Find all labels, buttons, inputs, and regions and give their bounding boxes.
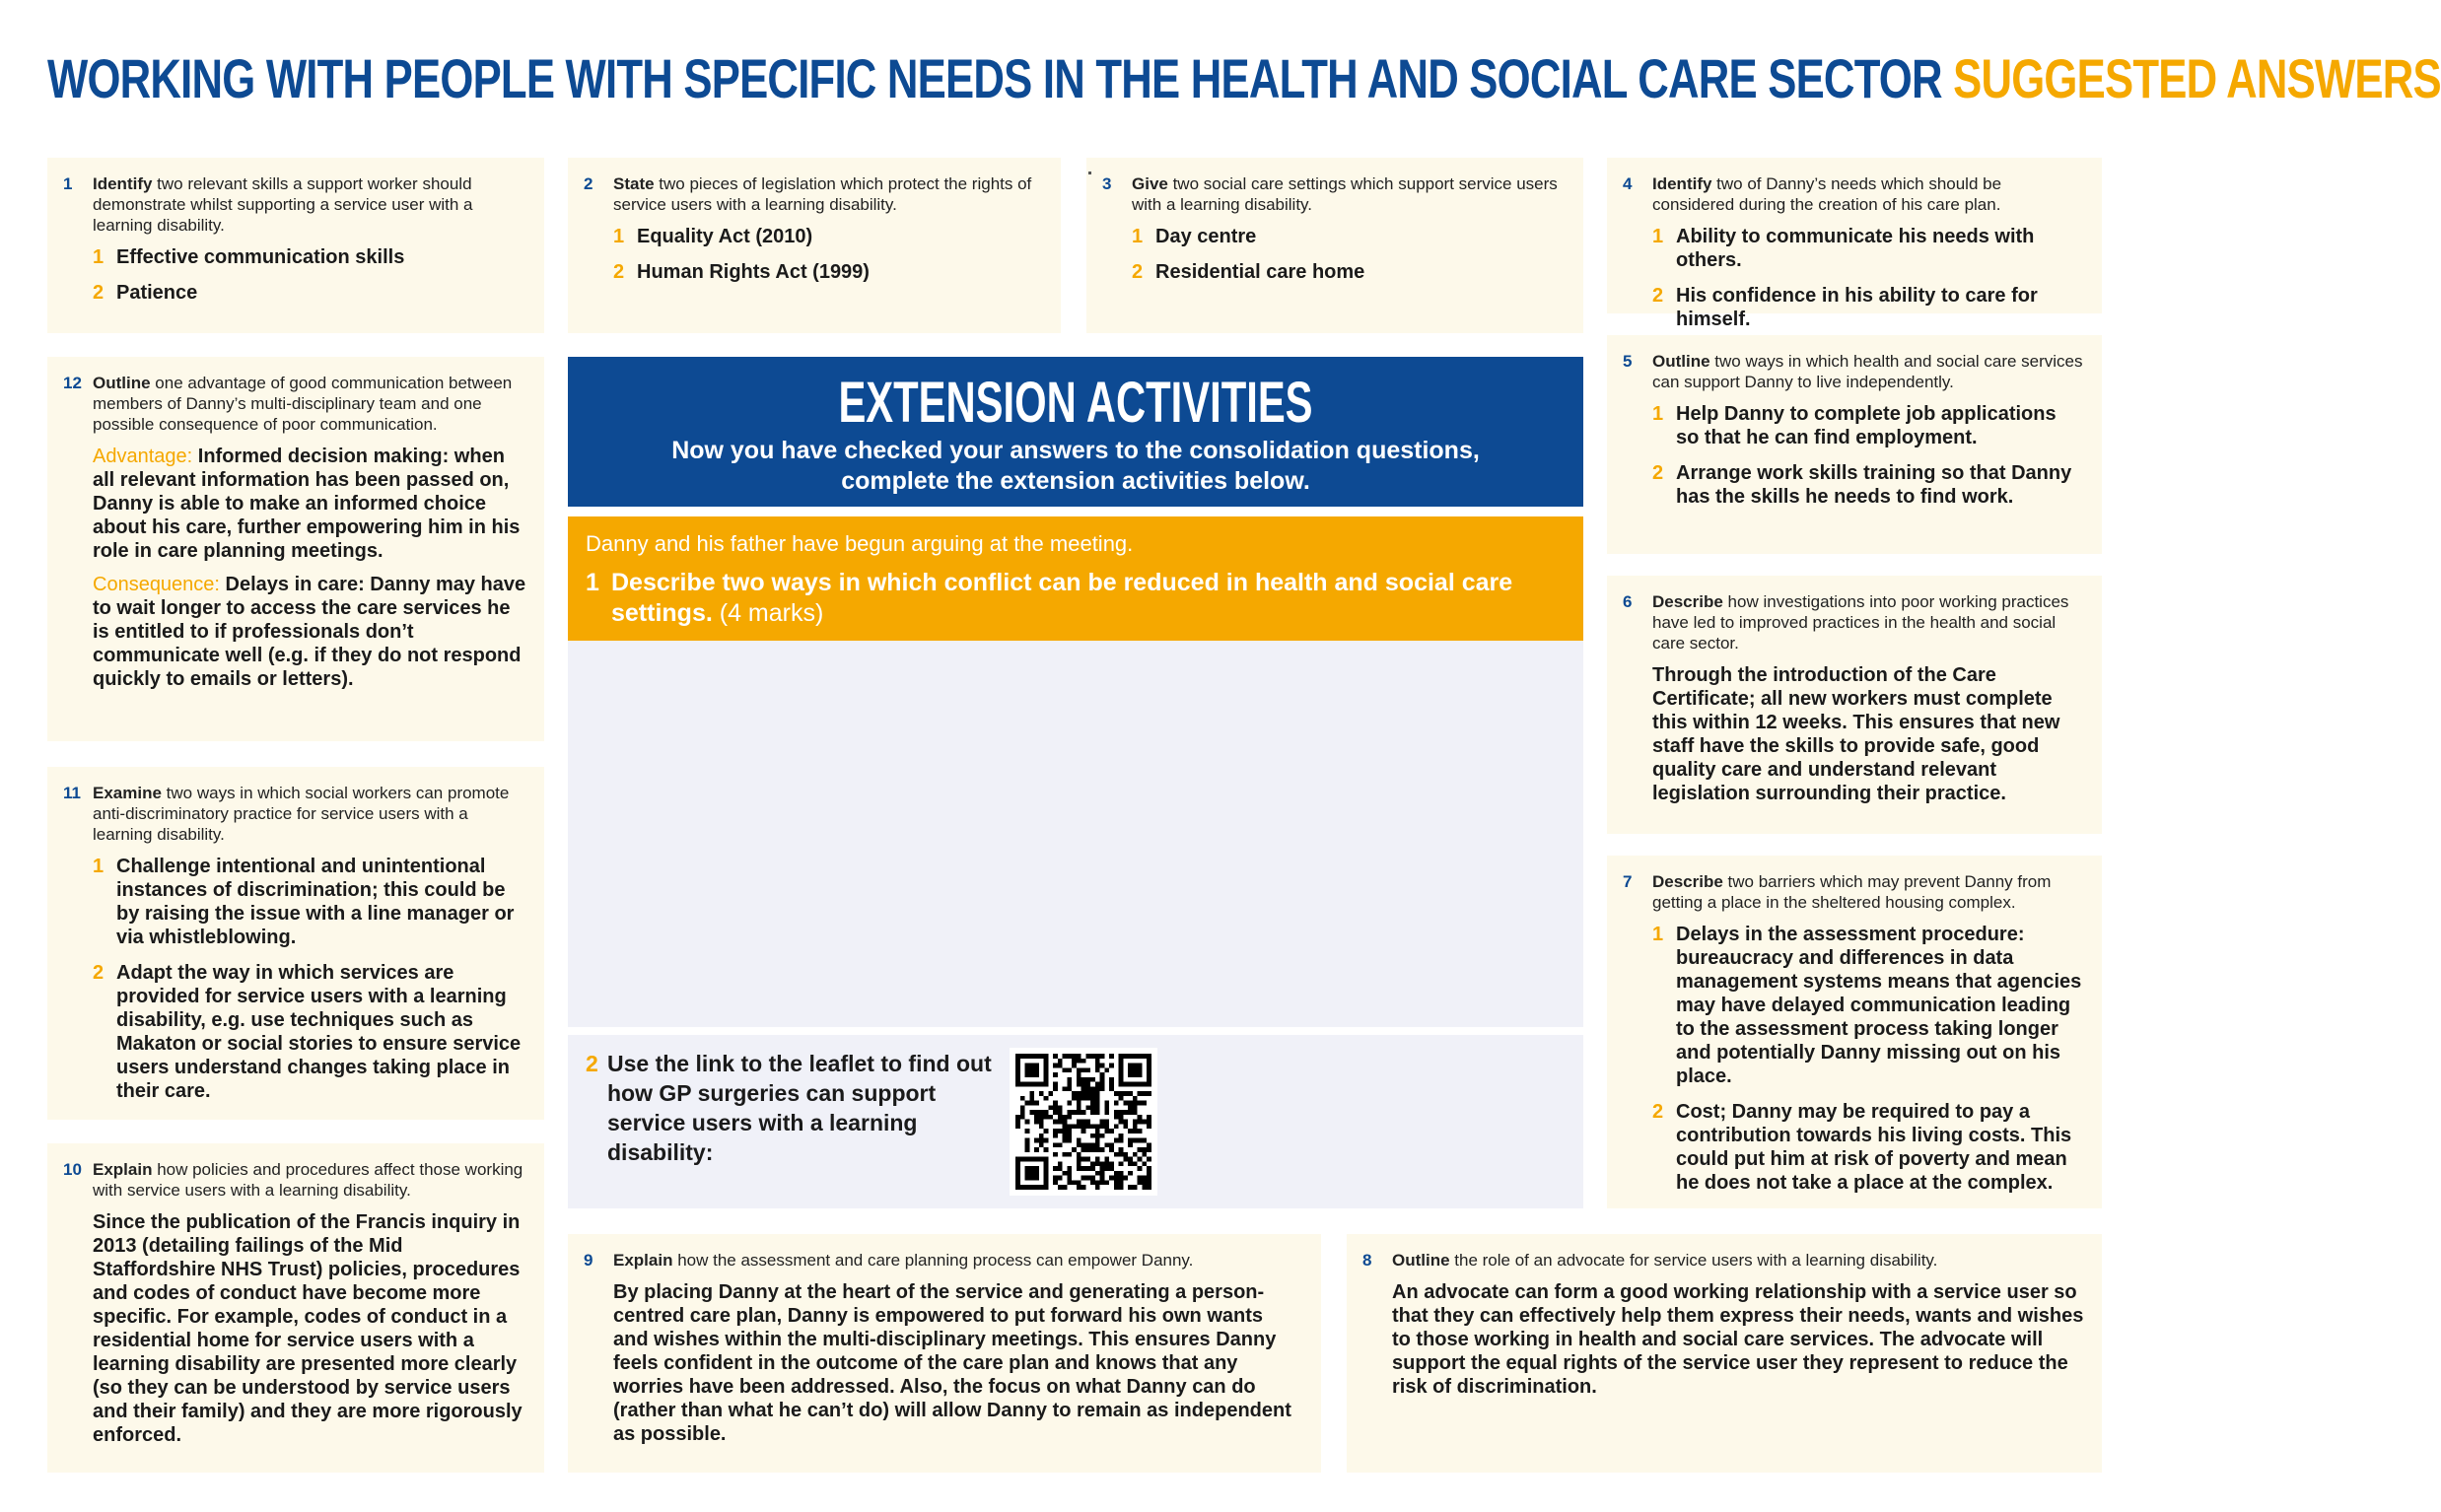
answer-item: 1 Delays in the assessment procedure: bureaucracy and differences in data management systems means that agencies may have delayed communication leading to the assessment process taking longer and potentially Danny missing out on his place. [1652,924,2082,1087]
qr-code-graphic [1015,1054,1151,1190]
answer-item: 1 Day centre [1132,226,1257,247]
question-text: two barriers which may prevent Danny from getting a place in the sheltered housing complex. [1652,872,2052,912]
answer-item: 1 Effective communication skills [93,246,405,268]
command-word: Identify [1652,174,1712,193]
question-number: 9 [584,1251,593,1270]
question-text: how policies and procedures affect those working with service users with a learning disability. [93,1160,523,1200]
question-card-10 [47,1143,544,1473]
question-number: 2 [584,174,593,193]
answer-item: 1 Help Danny to complete job applications so that he can find employment. [1652,403,2057,448]
question-number: 6 [1623,592,1633,611]
answer-item: 2 Residential care home [1132,261,1365,283]
question-text: how investigations into poor working practices have led to improved practices in the health and social care sector. [1652,592,2069,653]
command-word: Explain [93,1160,153,1179]
command-word: Outline [1652,352,1710,371]
question-card-8 [1347,1234,2102,1473]
page-title-accent: SUGGESTED ANSWERS [1953,47,2441,109]
answer-text: By placing Danny at the heart of the service and generating a person-centred care plan, Danny is empowered to put forward his own wants and wishes within the multi-disciplinary meetings. This ensures Danny feels confident in the outcome of the care plan and knows that any worries have been addressed. Also, the focus on what Danny can do (rather than what he can’t do) will allow Danny to remain as independent as possible. [613,1281,1291,1445]
question-text: two ways in which health and social care services can support Danny to live independently. [1652,352,2083,391]
question-text: one advantage of good communication between members of Danny’s multi-disciplinary team and one possible consequence of poor communication. [93,374,513,434]
answer-text: Since the publication of the Francis inquiry in 2013 (detailing failings of the Mid Staffordshire NHS Trust) policies, procedures and codes of conduct have become more specific. For example, codes of conduct in a residential home for service users with a learning disability are presented more clearly (so they can be understood by service users and their family) and they are more rigorously enforced. [93,1211,523,1446]
answer-item: 2 Cost; Danny may be required to pay a contribution towards his living costs. This could put him at risk of poverty and mean he does not take a place at the complex. [1652,1101,2072,1194]
question-card-1 [47,158,544,333]
answer-item: 2 Arrange work skills training so that Danny has the skills he needs to find work. [1652,462,2072,508]
question-card-3 [1086,158,1583,333]
question-text: the role of an advocate for service users with a learning disability. [1449,1251,1938,1270]
question-number: 10 [63,1160,82,1179]
question-number: 5 [1623,352,1633,371]
answer-item: 2 His confidence in his ability to care for himself. [1652,285,2038,330]
question-number: 4 [1623,174,1633,193]
extension-task-1 [568,516,1583,641]
answer-item: 1 Challenge intentional and unintentional instances of discrimination; this could be by raising the issue with a line manager or via whistleblowing. [93,856,515,948]
consequence-label: Consequence: [93,574,220,595]
question-number: 7 [1623,872,1633,891]
question-card-5 [1607,335,2102,554]
marks-label: (4 marks) [712,599,824,627]
answer-item: 2 Adapt the way in which services are provided for service users with a learning disability, e.g. use techniques such as Makaton or social stories to ensure service users understand changes taking place in their care. [93,962,522,1102]
question-card-7 [1607,856,2102,1208]
extension-header [568,357,1583,507]
command-word: State [613,174,655,193]
page-title-main: WORKING WITH PEOPLE WITH SPECIFIC NEEDS IN THE HEALTH AND SOCIAL CARE SECTOR [47,47,1942,109]
question-text: two relevant skills a support worker should demonstrate whilst supporting a service user with a learning disability. [93,174,473,235]
question-number: 8 [1362,1251,1372,1270]
answer-item: 1 Equality Act (2010) [613,226,813,247]
question-text: two pieces of legislation which protect the rights of service users with a learning disability. [613,174,1032,214]
question-number: 11 [63,784,81,802]
task-1-prompt: 1 Describe two ways in which conflict can be reduced in health and social care settings. (4 marks) [586,569,1513,627]
question-card-11 [47,767,544,1120]
command-word: Describe [1652,592,1723,611]
scenario-intro: Danny and his father have begun arguing at the meeting. [586,531,1134,556]
question-text: two of Danny’s needs which should be considered during the creation of his care plan. [1652,174,2002,214]
extension-task-2 [568,1035,1583,1208]
stray-mark [1088,172,1091,174]
question-card-4 [1607,158,2102,330]
question-card-2 [568,158,1061,333]
question-card-9 [568,1234,1321,1473]
answer-space[interactable] [568,641,1583,1027]
question-text: how the assessment and care planning process can empower Danny. [672,1251,1194,1270]
answer-item: 2 Human Rights Act (1999) [613,261,870,283]
qr-code[interactable] [1010,1048,1157,1196]
extension-subtitle: Now you have checked your answers to the consolidation questions, complete the extension activities below. [671,437,1480,495]
question-number: 3 [1102,174,1112,193]
question-number: 1 [63,174,73,193]
question-text: two social care settings which support service users with a learning disability. [1132,174,1558,214]
answer-text: Through the introduction of the Care Certificate; all new workers must complete this within 12 weeks. This ensures that new staff have the skills to provide safe, good quality care and understand relevant legislation surrounding their practice. [1652,664,2060,804]
answer-item: 1 Ability to communicate his needs with others. [1652,226,2035,271]
command-word: Give [1132,174,1168,193]
question-card-12 [47,357,544,741]
answer-text: An advocate can form a good working relationship with a service user so that they can effectively help them express their needs, wants and wishes to those working in health and social care services. The advocate will support the equal rights of the service user they represent to reduce the risk of discrimination. [1392,1281,2084,1398]
command-word: Outline [93,374,151,392]
consequence-answer: Consequence: Delays in care: Danny may have to wait longer to access the care services he is entitled to if professionals don’t communicate well (e.g. if they do not respond quickly to emails or letters). [93,574,526,690]
page-title [47,43,2441,114]
advantage-answer: Advantage: Informed decision making: when all relevant information has been passed on, Danny is able to make an informed choice about his care, further empowering him in his role in care planning meetings. [93,446,521,562]
extension-title: EXTENSION ACTIVITIES [838,371,1313,435]
answer-item: 2 Patience [93,282,198,304]
command-word: Describe [1652,872,1723,891]
command-word: Explain [613,1251,673,1270]
command-word: Identify [93,174,153,193]
command-word: Outline [1392,1251,1450,1270]
question-card-6 [1607,576,2102,834]
advantage-label: Advantage: [93,446,193,467]
question-text: two ways in which social workers can promote anti-discriminatory practice for service users with a learning disability. [93,784,510,844]
question-number: 12 [63,374,82,392]
command-word: Examine [93,784,162,802]
task-2-prompt: 2 Use the link to the leaflet to find out how GP surgeries can support service users with a learning disability: [586,1051,992,1165]
